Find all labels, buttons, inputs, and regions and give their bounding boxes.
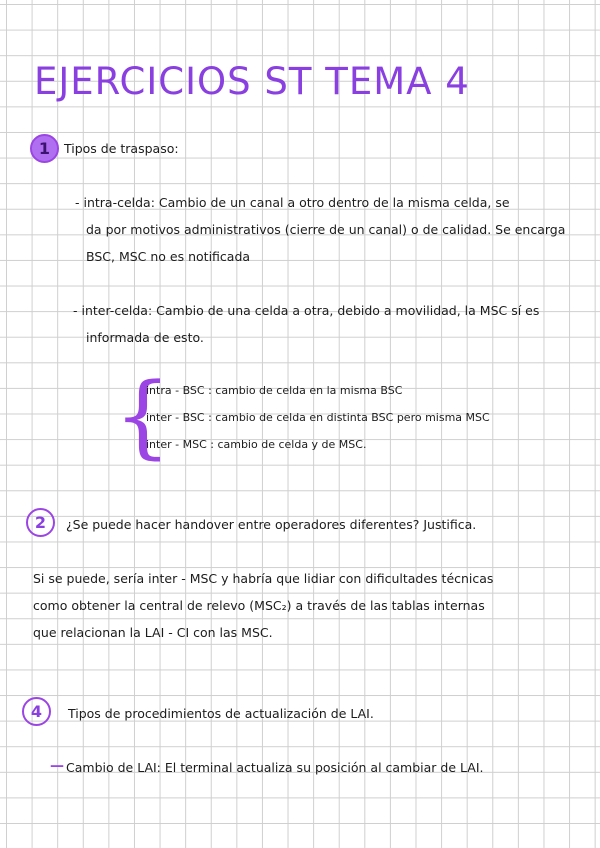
answer-line-1: Si se puede, sería inter - MSC y habría que lidiar con dificultades técnicas: [33, 571, 494, 586]
section-2-question: ¿Se puede hacer handover entre operadores diferentes? Justifica.: [66, 517, 477, 532]
curly-brace-icon: {: [114, 364, 172, 469]
intra-celda-line-2: da por motivos administrativos (cierre de un canal) o de calidad. Se encarga: [86, 222, 566, 237]
sub-item-inter-bsc: inter - BSC : cambio de celda en distinta BSC pero misma MSC: [146, 411, 490, 424]
page-title: EJERCICIOS ST TEMA 4: [34, 60, 470, 103]
intra-celda-line-3: BSC, MSC no es notificada: [86, 249, 251, 264]
answer-line-3: que relacionan la LAI - CI con las MSC.: [33, 625, 273, 640]
section-1-heading: Tipos de traspaso:: [64, 141, 179, 156]
inter-celda-line-1: - inter-celda: Cambio de una celda a otra, debido a movilidad, la MSC sí es: [73, 303, 540, 318]
answer-line-2: como obtener la central de relevo (MSC₂) a través de las tablas internas: [33, 598, 485, 613]
section-4-item: Cambio de LAI: El terminal actualiza su posición al cambiar de LAI.: [66, 760, 484, 775]
inter-celda-line-2: informada de esto.: [86, 330, 204, 345]
sub-item-inter-msc: inter - MSC : cambio de celda y de MSC.: [146, 438, 367, 451]
section-number-4: 4: [22, 697, 51, 726]
bullet-dash-icon: —: [50, 758, 64, 774]
section-4-heading: Tipos de procedimientos de actualización de LAI.: [68, 706, 374, 721]
sub-item-intra-bsc: intra - BSC : cambio de celda en la misma BSC: [146, 384, 403, 397]
section-number-1: 1: [30, 134, 59, 163]
section-number-2: 2: [26, 508, 55, 537]
intra-celda-line-1: - intra-celda: Cambio de un canal a otro dentro de la misma celda, se: [75, 195, 510, 210]
